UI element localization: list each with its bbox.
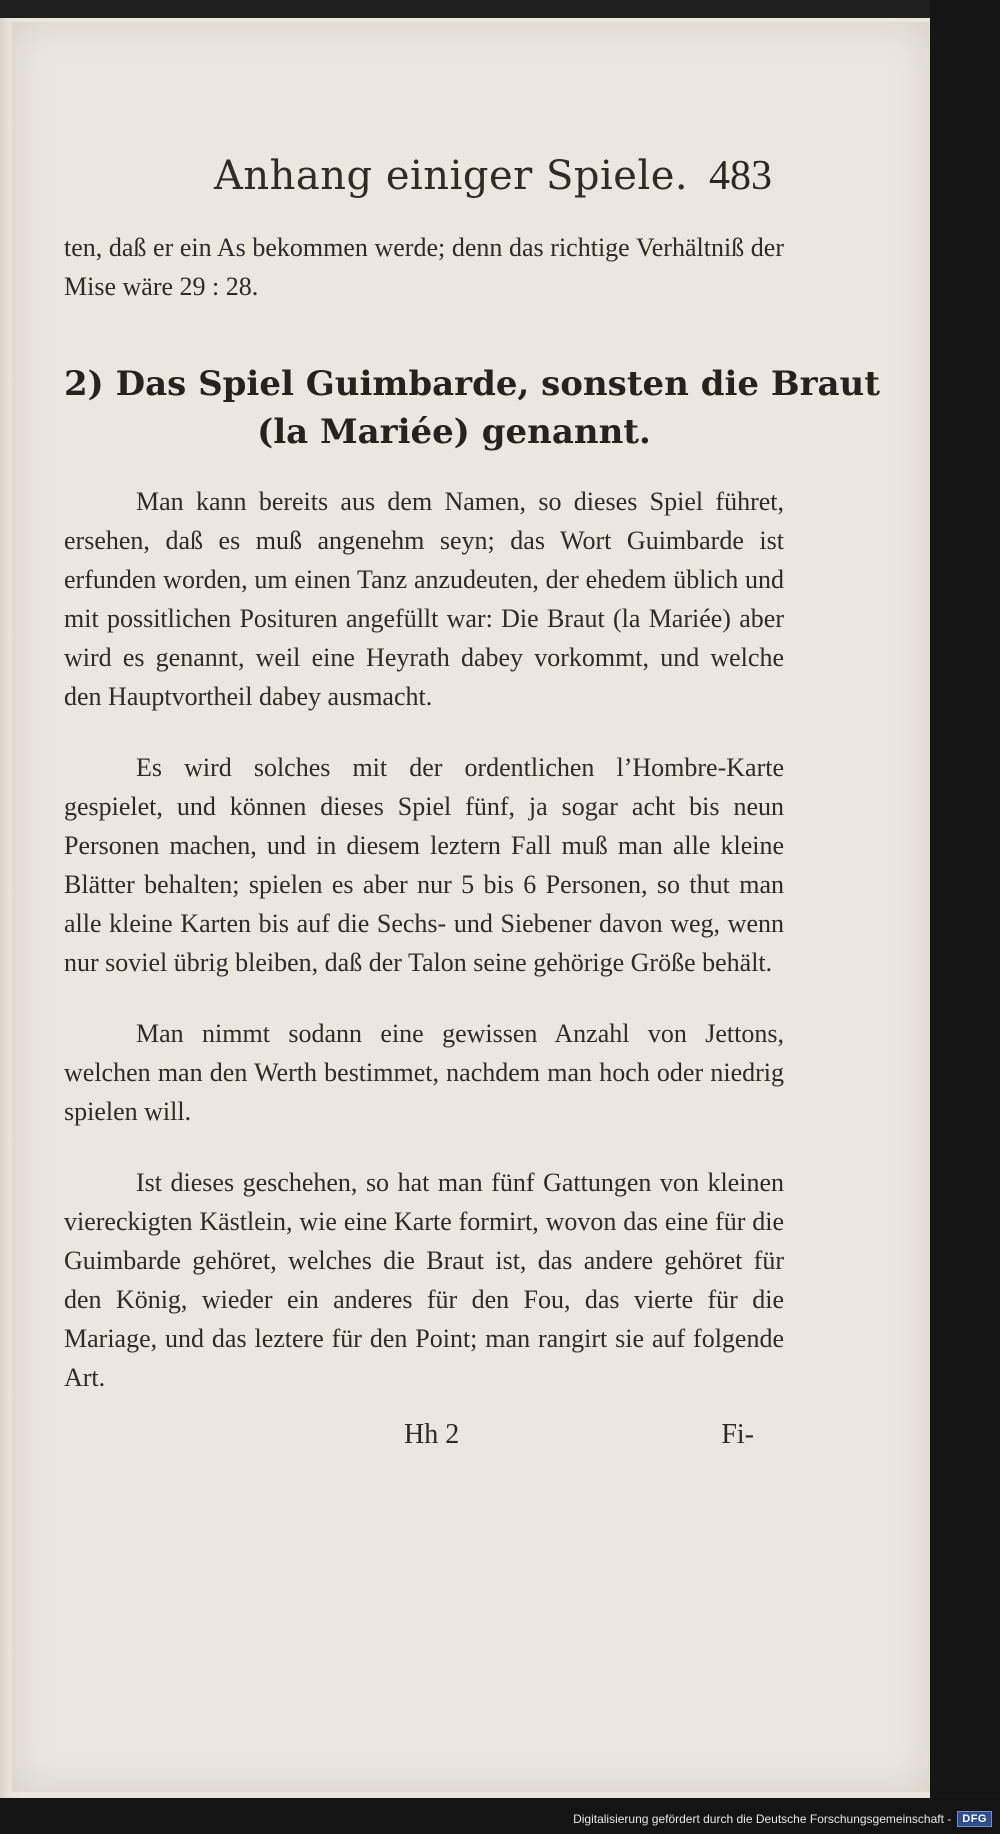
- digitization-credit: [573, 1811, 992, 1827]
- page-number: 483: [709, 153, 772, 199]
- running-head: [64, 152, 784, 200]
- section-heading-line-1: 2) Das Spiel Guimbarde, sonsten die Braut: [64, 364, 880, 404]
- section-heading: [64, 360, 880, 456]
- catchword: Fi-: [721, 1419, 754, 1450]
- section-heading-line-2: (la Mariée) genannt.: [257, 412, 651, 452]
- top-scan-border: [0, 0, 1000, 18]
- running-title: Anhang einiger Spiele.: [214, 153, 689, 199]
- page-content: [64, 152, 880, 1451]
- dfg-logo: DFG: [957, 1811, 992, 1827]
- page-footer-marks: [64, 1419, 764, 1451]
- document-page: [12, 22, 930, 1792]
- opening-fragment: ten, daß er ein As bekommen werde; denn das richtige Verhältniß der Mise wäre 29 : 28.: [64, 233, 784, 301]
- signature-mark: Hh 2: [404, 1419, 460, 1450]
- digitization-credit-text: Digitalisierung gefördert durch die Deutsche Forschungsgemeinschaft -: [573, 1812, 952, 1826]
- paragraph-1: Man kann bereits aus dem Namen, so dieses Spiel führet, ersehen, daß es muß angenehm seyn; das Wort Guimbarde ist erfunden worden, um einen Tanz anzudeuten, der ehedem üblich und mit possitlichen Posituren angefüllt war: Die Braut (la Mariée) aber wird es genannt, weil eine Heyrath dabey vorkommt, und welche den Hauptvortheil dabey ausmacht.: [64, 487, 784, 711]
- paragraph-2: Es wird solches mit der ordentlichen l’Hombre-Karte gespielet, und können dieses Spiel fünf, ja sogar acht bis neun Personen machen, und in diesem leztern Fall muß man alle kleine Blätter behalten; spielen es aber nur 5 bis 6 Personen, so thut man alle kleine Karten bis auf die Sechs- und Siebener davon weg, wenn nur soviel übrig bleiben, daß der Talon seine gehörige Größe behält.: [64, 753, 784, 977]
- paragraph-4: Ist dieses geschehen, so hat man fünf Gattungen von kleinen viereckigten Kästlein, wie eine Karte formirt, wovon das eine für die Guimbarde gehöret, welches die Braut ist, das andere gehöret für den König, wieder ein anderes für den Fou, das vierte für die Mariage, und das leztere für den Point; man rangirt sie auf folgende Art.: [64, 1168, 784, 1392]
- right-scan-border: [930, 0, 1000, 1834]
- paragraph-3: Man nimmt sodann eine gewissen Anzahl von Jettons, welchen man den Werth bestimmet, nachdem man hoch oder niedrig spielen will.: [64, 1019, 784, 1126]
